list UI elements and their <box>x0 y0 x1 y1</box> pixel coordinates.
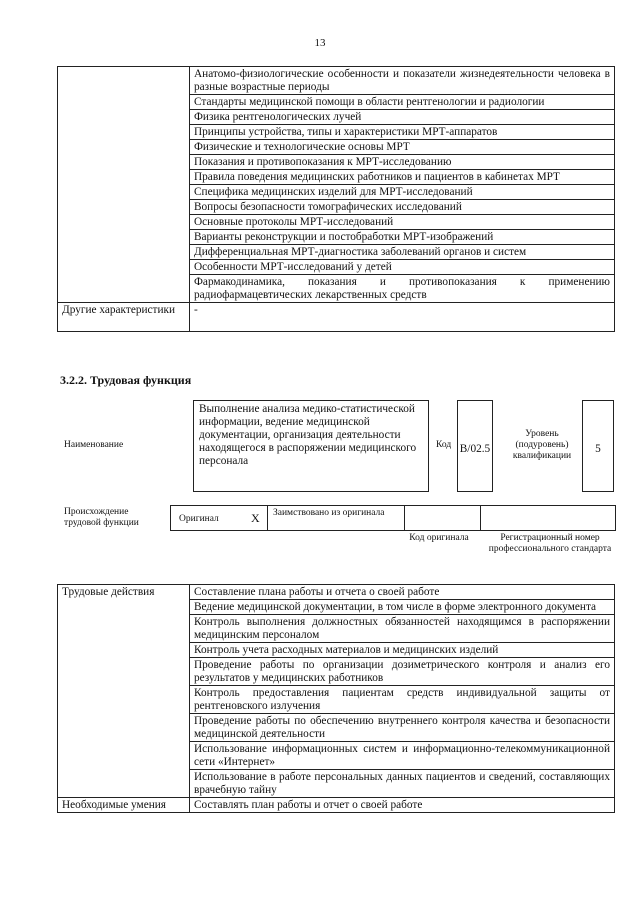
table-cell: Показания и противопоказания к МРТ-исследованию <box>190 155 615 170</box>
table-cell: Варианты реконструкции и постобработки МРТ-изображений <box>190 230 615 245</box>
origin-label: Происхождение трудовой функции <box>64 507 139 528</box>
table-cell: Правила поведения медицинских работников и пациентов в кабинетах МРТ <box>190 170 615 185</box>
reg-number-cell <box>480 505 616 531</box>
other-characteristics-label: Другие характеристики <box>58 303 190 332</box>
original-cell <box>170 505 268 531</box>
table-cell: Проведение работы по обеспечению внутреннего контроля качества и безопасности медицинской деятельности <box>190 714 615 742</box>
table-cell: Основные протоколы МРТ-исследований <box>190 215 615 230</box>
original-label: Оригинал <box>179 514 219 524</box>
table-cell: Проведение работы по организации дозиметрического контроля и анализ его результатов у медицинских работников <box>190 658 615 686</box>
table-cell: Специфика медицинских изделий для МРТ-исследований <box>190 185 615 200</box>
table-cell: Использование информационных систем и информационно-телекоммуникационной сети «Интернет» <box>190 742 615 770</box>
borrowed-label: Заимствовано из оригинала <box>273 508 385 518</box>
code-label: Код <box>436 440 452 450</box>
other-characteristics-value: - <box>190 303 615 332</box>
table-cell: Физические и технологические основы МРТ <box>190 140 615 155</box>
name-label: Наименование <box>64 440 124 450</box>
table-cell: Составление плана работы и отчета о своей работе <box>190 585 615 600</box>
reg-number-label: Регистрационный номер профессионального стандарта <box>488 533 612 554</box>
table-cell: Составлять план работы и отчет о своей работе <box>190 798 615 813</box>
table-cell: Дифференциальная МРТ-диагностика заболеваний органов и систем <box>190 245 615 260</box>
table-cell: Контроль учета расходных материалов и медицинских изделий <box>190 643 615 658</box>
actions-label: Трудовые действия <box>58 585 190 798</box>
table-cell: Стандарты медицинской помощи в области рентгенологии и радиологии <box>190 95 615 110</box>
level-value-box: 5 <box>582 400 614 492</box>
page-number: 13 <box>314 37 326 49</box>
table-row <box>58 798 615 813</box>
table-cell: Использование в работе персональных данных пациентов и сведений, составляющих врачебную тайну <box>190 770 615 798</box>
table-cell: Ведение медицинской документации, в том числе в форме электронного документа <box>190 600 615 615</box>
table-cell: Фармакодинамика, показания и противопоказания к применению радиофармацевтических лекарственных средств <box>190 275 615 303</box>
borrowed-cell <box>267 505 405 531</box>
table-row <box>58 585 615 600</box>
table-cell: Физика рентгенологических лучей <box>190 110 615 125</box>
code-original-cell <box>404 505 481 531</box>
table-cell: Анатомо-физиологические особенности и показатели жизнедеятельности человека в разные возрастные периоды <box>190 67 615 95</box>
section-heading: 3.2.2. Трудовая функция <box>60 373 192 387</box>
table-row <box>58 67 615 95</box>
level-label: Уровень (подуровень) квалификации <box>512 429 572 461</box>
table-cell: Принципы устройства, типы и характеристики МРТ-аппаратов <box>190 125 615 140</box>
table-cell: Контроль выполнения должностных обязанностей находящимся в распоряжении медицинским персоналом <box>190 615 615 643</box>
knowledge-table <box>57 66 615 332</box>
table-cell: Особенности МРТ-исследований у детей <box>190 260 615 275</box>
knowledge-label-cell <box>58 67 190 303</box>
table-row <box>58 303 615 332</box>
table-cell: Вопросы безопасности томографических исследований <box>190 200 615 215</box>
table-cell: Контроль предоставления пациентам средств индивидуальной защиты от рентгеновского излучения <box>190 686 615 714</box>
function-name-box: Выполнение анализа медико-статистической информации, ведение медицинской документации, организация деятельности находящегося в распоряжении медицинского персонала <box>193 400 429 492</box>
skills-label: Необходимые умения <box>58 798 190 813</box>
code-original-label: Код оригинала <box>409 533 469 543</box>
code-value-box: B/02.5 <box>457 400 493 492</box>
actions-table <box>57 584 615 813</box>
original-mark: X <box>251 511 260 525</box>
